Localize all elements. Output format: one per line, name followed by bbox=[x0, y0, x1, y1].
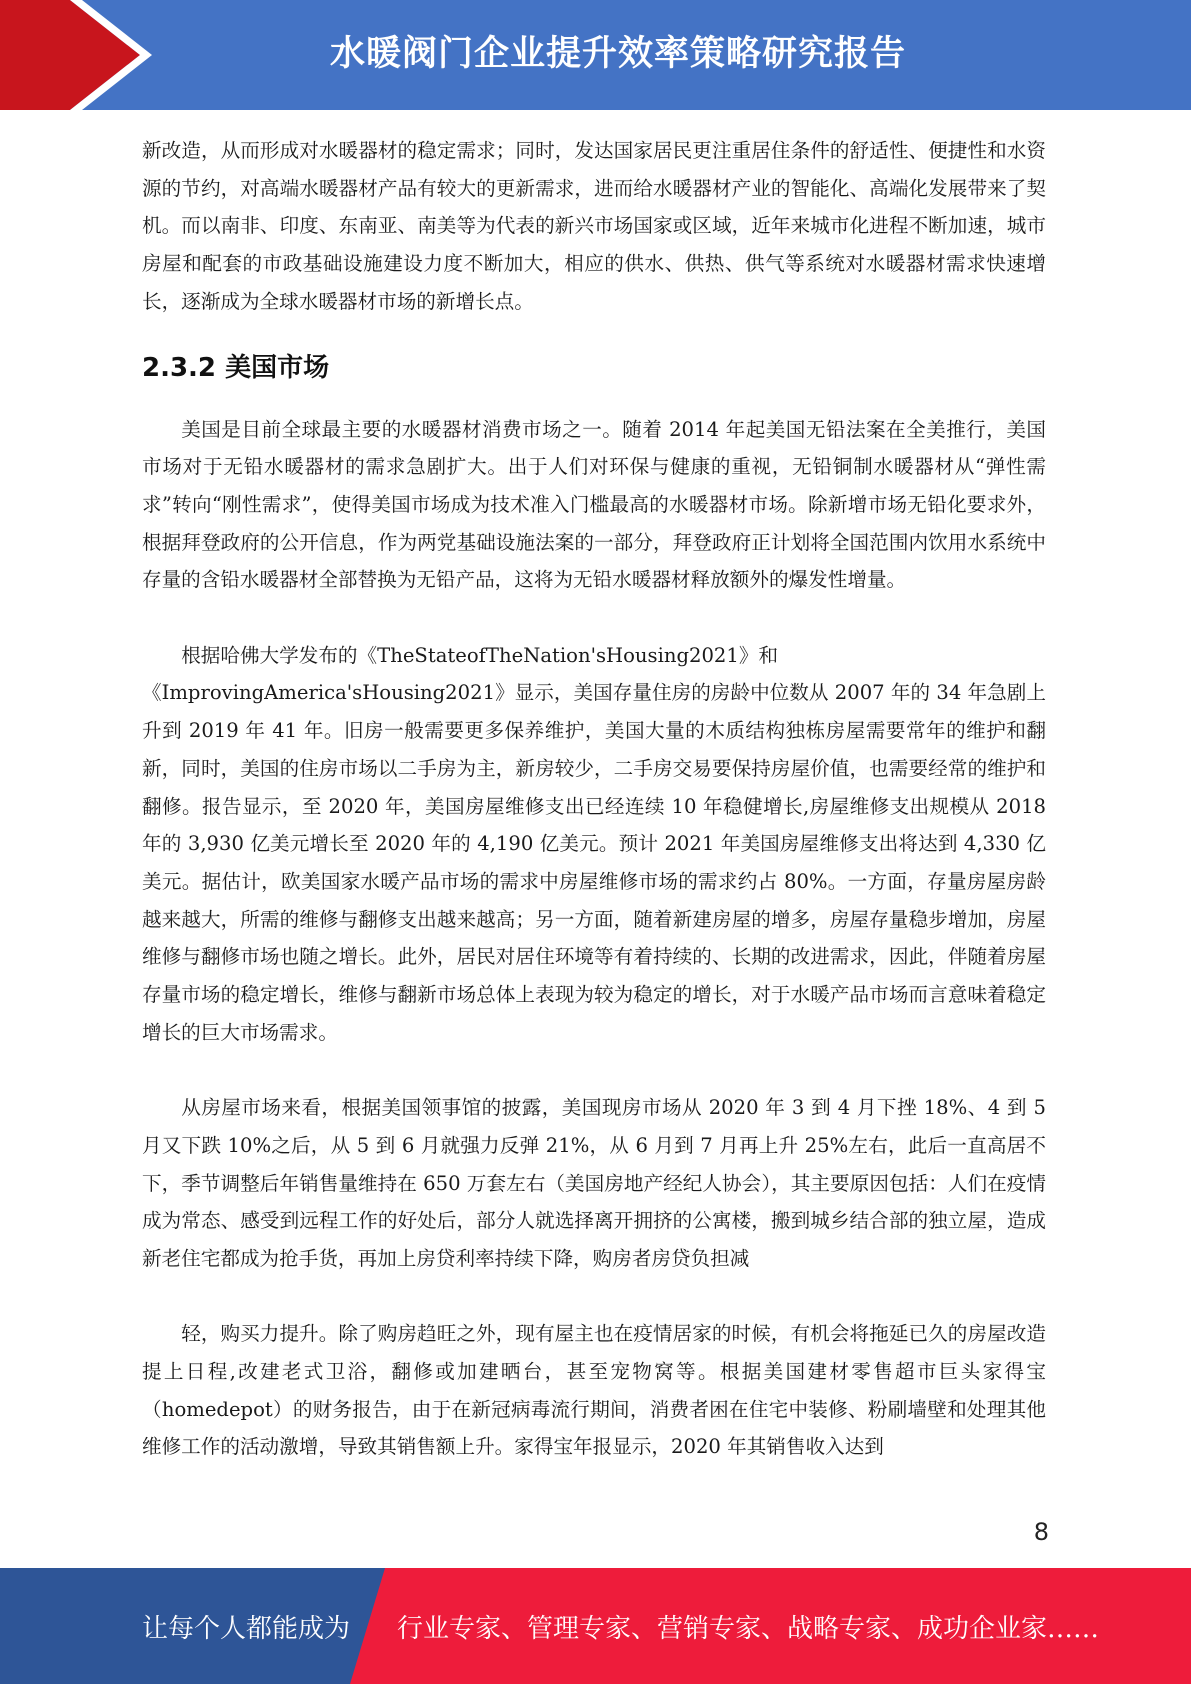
page-header bbox=[0, 0, 1191, 110]
report-title: 水暖阀门企业提升效率策略研究报告 bbox=[330, 34, 907, 74]
paragraph-harvard-report: 《ImprovingAmerica'sHousing2021》显示，美国存量住房的房龄中位数从 2007 年的 34 年急剧上升到 2019 年 41 年。旧房一般需要更多保养维护，美国大量的木质结构独栋房屋需要常年的维护和翻新，同时，美国的住房市场以二手房为主，新房较少，二手房交易要保持房屋价值，也需要经常的维护和翻修。报告显示，至 2020 年，美国房屋维修支出已经连续 10 年稳健增长,房屋维修支出规模从 2018 年的 3,930 亿美元增长至 2020 年的 4,190 亿美元。预计 2021 年美国房屋维修支出将达到 4,330 亿美元。据估计，欧美国家水暖产品市场的需求中房屋维修市场的需求约占 80%。一方面，存量房屋房龄越来越大，所需的维修与翻修支出越来越高；另一方面，随着新建房屋的增多，房屋存量稳步增加，房屋维修与翻修市场也随之增长。此外，居民对居住环境等有着持续的、长期的改进需求，因此，伴随着房屋存量市场的稳定增长，维修与翻新市场总体上表现为较为稳定的增长，对于水暖产品市场而言意味着稳定增长的巨大市场需求。 bbox=[142, 681, 1046, 1044]
main-content bbox=[142, 132, 1046, 1466]
header-arrow-decoration bbox=[0, 0, 200, 110]
section-heading: 2.3.2 美国市场 bbox=[142, 352, 330, 383]
paragraph-home-depot: 轻，购买力提升。除了购房趋旺之外，现有屋主也在疫情居家的时候，有机会将拖延已久的房屋改造提上日程,改建老式卫浴，翻修或加建晒台，甚至宠物窝等。根据美国建材零售超市巨头家得宝（homedepot）的财务报告，由于在新冠病毒流行期间，消费者困在住宅中装修、粉刷墙壁和处理其他维修工作的活动激增，导致其销售额上升。家得宝年报显示，2020 年其销售收入达到 bbox=[142, 1322, 1046, 1459]
paragraph-intro-continuation: 新改造，从而形成对水暖器材的稳定需求；同时，发达国家居民更注重居住条件的舒适性、便捷性和水资源的节约，对高端水暖器材产品有较大的更新需求，进而给水暖器材产业的智能化、高端化发展带来了契机。而以南非、印度、东南亚、南美等为代表的新兴市场国家或区域，近年来城市化进程不断加速，城市房屋和配套的市政基础设施建设力度不断加大，相应的供水、供热、供气等系统对水暖器材需求快速增长，逐渐成为全球水暖器材市场的新增长点。 bbox=[142, 139, 1046, 313]
footer-slogan-left: 让每个人都能成为 bbox=[142, 1614, 351, 1644]
paragraph-us-market: 美国是目前全球最主要的水暖器材消费市场之一。随着 2014 年起美国无铅法案在全美推行，美国市场对于无铅水暖器材的需求急剧扩大。出于人们对环保与健康的重视，无铅铜制水暖器材从“弹性需求”转向“刚性需求”，使得美国市场成为技术准入门槛最高的水暖器材市场。除新增市场无铅化要求外，根据拜登政府的公开信息，作为两党基础设施法案的一部分，拜登政府正计划将全国范围内饮用水系统中存量的含铅水暖器材全部替换为无铅产品，这将为无铅水暖器材释放额外的爆发性增量。 bbox=[142, 417, 1046, 592]
footer-slogan-right: 行业专家、管理专家、营销专家、战略专家、成功企业家…… bbox=[397, 1614, 1100, 1644]
page-footer bbox=[0, 1568, 1191, 1684]
paragraph-harvard-report-line: 根据哈佛大学发布的《TheStateofTheNation'sHousing2021》和 bbox=[181, 643, 779, 667]
paragraph-housing-market: 从房屋市场来看，根据美国领事馆的披露，美国现房市场从 2020 年 3 到 4 月下挫 18%、4 到 5 月又下跌 10%之后，从 5 到 6 月就强力反弹 21%，从 6 月到 7 月再上升 25%左右，此后一直高居不下，季节调整后年销售量维持在 650 万套左右（美国房地产经纪人协会），其主要原因包括：人们在疫情成为常态、感受到远程工作的好处后，部分人就选择离开拥挤的公寓楼，搬到城乡结合部的独立屋，造成新老住宅都成为抢手货，再加上房贷利率持续下降，购房者房贷负担减 bbox=[142, 1096, 1046, 1270]
page-number: 8 bbox=[1033, 1518, 1049, 1546]
